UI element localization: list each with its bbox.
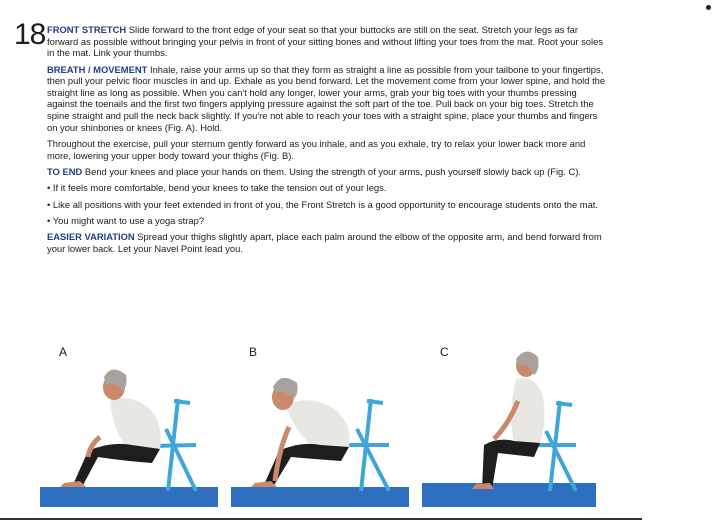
instruction-text [47,24,607,259]
margin-dot [706,5,711,10]
yoga-mat [422,483,596,507]
tip-text: You might want to use a yoga strap? [52,215,205,227]
figure-a-label: A [59,345,68,359]
figure-a-photo [40,341,220,509]
folding-chair [343,399,389,491]
easier-variation-paragraph [47,231,607,254]
front-stretch-body: Slide forward to the front edge of your seat so that your buttocks are still on the seat. Stretch your legs as far forward as possible without bringing your pelvis in front of your sitting bones and without lifting your toes from the mat. Root your soles in the mat. Link your thumbs. [47,24,604,59]
tip-item: • Like all positions with your feet extended in front of you, the Front Stretch is a good opportunity to encourage students onto the mat. [47,198,599,210]
to-end-paragraph [47,166,607,178]
page-bottom-rule [0,518,642,520]
figure-b [231,341,411,509]
throughout-paragraph: Throughout the exercise, pull your sternum gently forward as you inhale, and as you exhale, try to relax your lower back more and more, lowering your upper body toward your thighs (Fig. B). [47,137,586,161]
front-stretch-heading: FRONT STRETCH [47,24,127,35]
figure-row [40,341,600,511]
to-end-body: Bend your knees and place your hands on them. Using the strength of your arms, push yourself slowly back up (Fig. C). [84,165,581,177]
figure-b-photo [231,341,411,509]
easier-variation-body: Spread your thighs slightly apart, place each palm around the elbow of the opposite arm, and bend forward from your lower back. Let your Navel Point lead you. [47,231,602,255]
easier-variation-heading: EASIER VARIATION [47,231,135,243]
tip-text: Like all positions with your feet extended in front of you, the Front Stretch is a good opportunity to encourage students onto the mat. [52,198,599,210]
figure-c-photo [422,341,598,509]
figure-c [422,341,598,509]
person-seated-upright [472,351,545,489]
person-seated-forward-stretch [60,369,161,487]
yoga-mat [231,487,409,507]
figure-a [40,341,220,509]
figure-c-label: C [440,345,449,359]
yoga-mat [40,487,218,507]
figure-b-label: B [249,345,258,359]
breath-movement-paragraph [47,64,607,134]
front-stretch-paragraph [47,24,607,59]
tip-item: • You might want to use a yoga strap? [47,215,205,227]
person-seated-deep-bend [251,378,350,487]
tip-item: • If it feels more comfortable, bend your knees to take the tension out of your legs. [47,182,387,194]
breath-movement-body: Inhale, raise your arms up so that they form as straight a line as possible from your tailbone to your fingertips, then pull your pelvic floor muscles in and up. Exhale as you bend forward. Let the movement come from your lower spine, and hold the straight line as long as possible. When you can't hold any longer, lower your arms, grab your big toes with your thumbs pressing against the toenails and the first two fingers applying pressure against the soft part of the toe. Pull back on your big toes. Stretch the spine straight and pull the neck back slightly. If you're not able to reach your toes with a straight spine, place your thumbs and fingers on your shinbones or knees (Fig. A). Hold. [47,63,606,133]
to-end-heading: TO END [47,165,83,177]
breath-movement-heading: BREATH / MOVEMENT [47,63,148,75]
tip-text: If it feels more comfortable, bend your knees to take the tension out of your legs. [52,182,387,194]
exercise-number: 18 [14,18,46,51]
